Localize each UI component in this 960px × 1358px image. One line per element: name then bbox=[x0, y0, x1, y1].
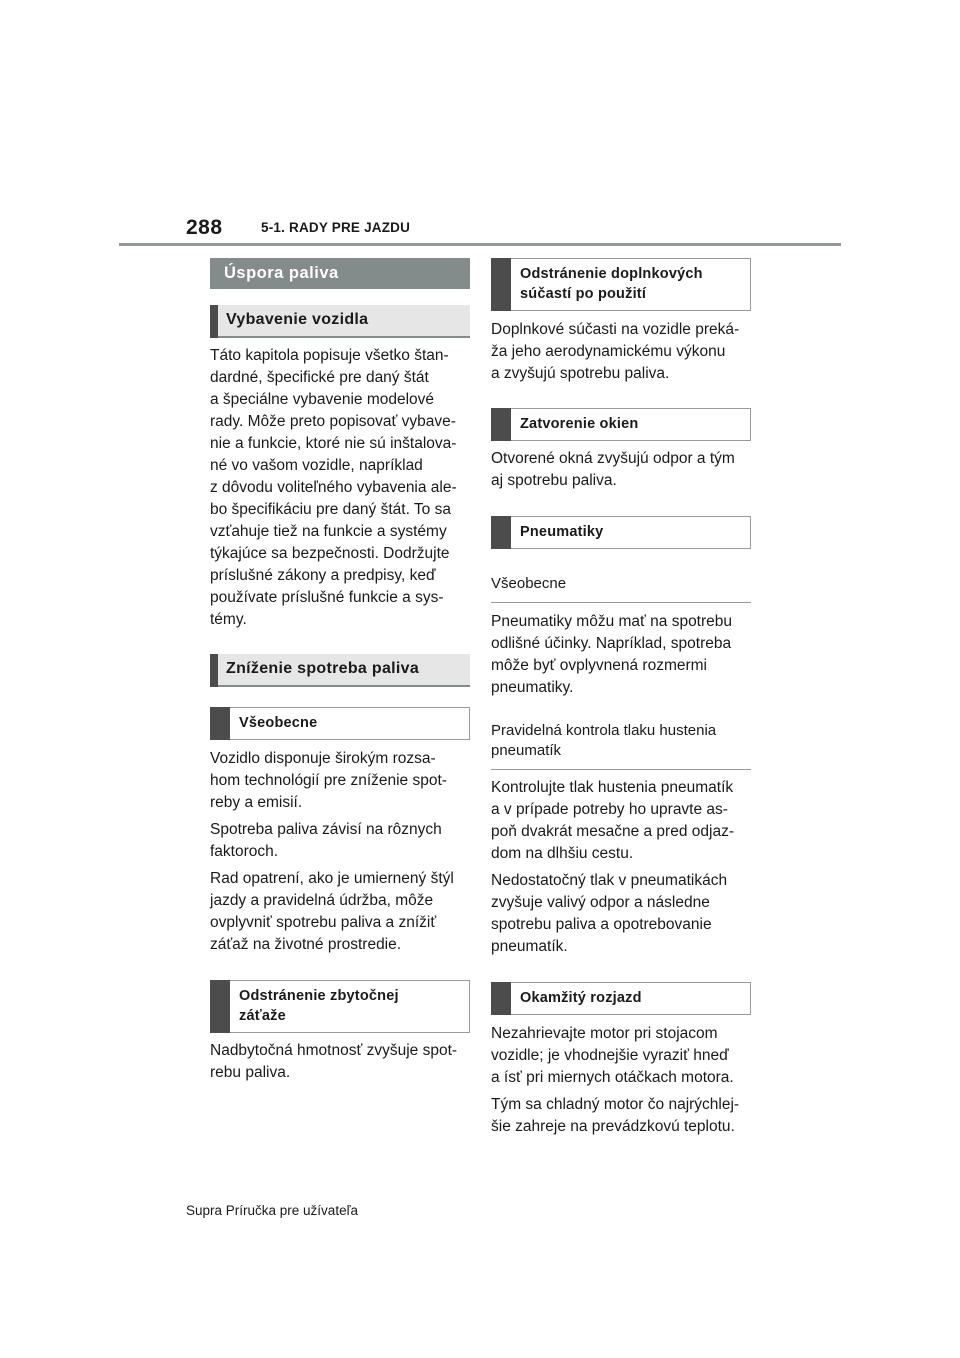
heading-general: Všeobecne bbox=[210, 707, 470, 740]
general-paragraph-3: Rad opatrení, ako je umiernený štýl jazdy a pravidelná údržba, môže ovplyvniť spotrebu paliva a znížiť záťaž na životné prostredie. bbox=[210, 870, 454, 953]
section-title: 5-1. RADY PRE JAZDU bbox=[261, 220, 411, 235]
heading-vehicle-equipment: Vybavenie vozidla bbox=[210, 305, 470, 338]
general-paragraph-2: Spotreba paliva závisí na rôznych faktoroch. bbox=[210, 821, 442, 860]
header-rule bbox=[119, 243, 841, 246]
windows-paragraph: Otvorené okná zvyšujú odpor a tým aj spotrebu paliva. bbox=[491, 450, 735, 489]
load-paragraph: Nadbytočná hmotnosť zvyšuje spot- rebu paliva. bbox=[210, 1042, 458, 1081]
general-paragraph-1: Vozidlo disponuje širokým rozsa- hom technológií pre zníženie spot- reby a emisií. bbox=[210, 750, 447, 811]
heading-fuel-reduction: Zníženie spotreba paliva bbox=[210, 654, 470, 687]
right-column bbox=[491, 258, 751, 1138]
left-column bbox=[210, 258, 470, 1084]
subheading-tyre-pressure: Pravidelná kontrola tlaku hustenia pneumatík bbox=[491, 711, 751, 770]
start-paragraph-1: Nezahrievajte motor pri stojacom vozidle; je vhodnejšie vyraziť hneď a ísť pri miernych otáčkach motora. bbox=[491, 1025, 734, 1086]
pressure-paragraph-2: Nedostatočný tlak v pneumatikách zvyšuje valivý odpor a následne spotrebu paliva a opotrebovanie pneumatík. bbox=[491, 872, 728, 955]
accessories-paragraph: Doplnkové súčasti na vozidle preká- ža jeho aerodynamickému výkonu a zvyšujú spotrebu paliva. bbox=[491, 321, 740, 382]
page-number: 288 bbox=[186, 216, 223, 239]
subheading-tyres-general: Všeobecne bbox=[491, 564, 751, 603]
heading-close-windows: Zatvorenie okien bbox=[491, 408, 751, 441]
start-paragraph-2: Tým sa chladný motor čo najrýchlej- šie zahreje na prevádzkovú teplotu. bbox=[491, 1096, 740, 1135]
pressure-paragraph-1: Kontrolujte tlak hustenia pneumatík a v prípade potreby ho upravte as- poň dvakrát mesačne a pred odjaz- dom na dlhšiu cestu. bbox=[491, 779, 734, 862]
heading-tyres: Pneumatiky bbox=[491, 516, 751, 549]
equipment-paragraph: Táto kapitola popisuje všetko štan- dardné, špecifické pre daný štát a špeciálne vybavenie modelové rady. Môže preto popisovať vybave- nie a funkcie, ktoré nie sú inštalova- né vo vašom vozidle, napríklad z dôvodu voliteľného vybavenia ale- bo špecifikáciu pre daný štát. To sa vzťahuje tiež na funkcie a systémy týkajúce sa bezpečnosti. Dodržujte príslušné zákony a predpisy, keď používate príslušné funkcie a sys- témy. bbox=[210, 347, 457, 628]
tyres-general-paragraph: Pneumatiky môžu mať na spotrebu odlišné účinky. Napríklad, spotreba môže byť ovplyvnená rozmermi pneumatiky. bbox=[491, 613, 733, 696]
heading-immediate-start: Okamžitý rozjazd bbox=[491, 982, 751, 1015]
chapter-heading: Úspora paliva bbox=[210, 258, 470, 289]
footer-manual-title: Supra Príručka pre užívateľa bbox=[186, 1203, 359, 1218]
heading-remove-accessories: Odstránenie doplnkových súčastí po použití bbox=[491, 258, 751, 311]
heading-remove-load: Odstránenie zbytočnej záťaže bbox=[210, 980, 470, 1033]
